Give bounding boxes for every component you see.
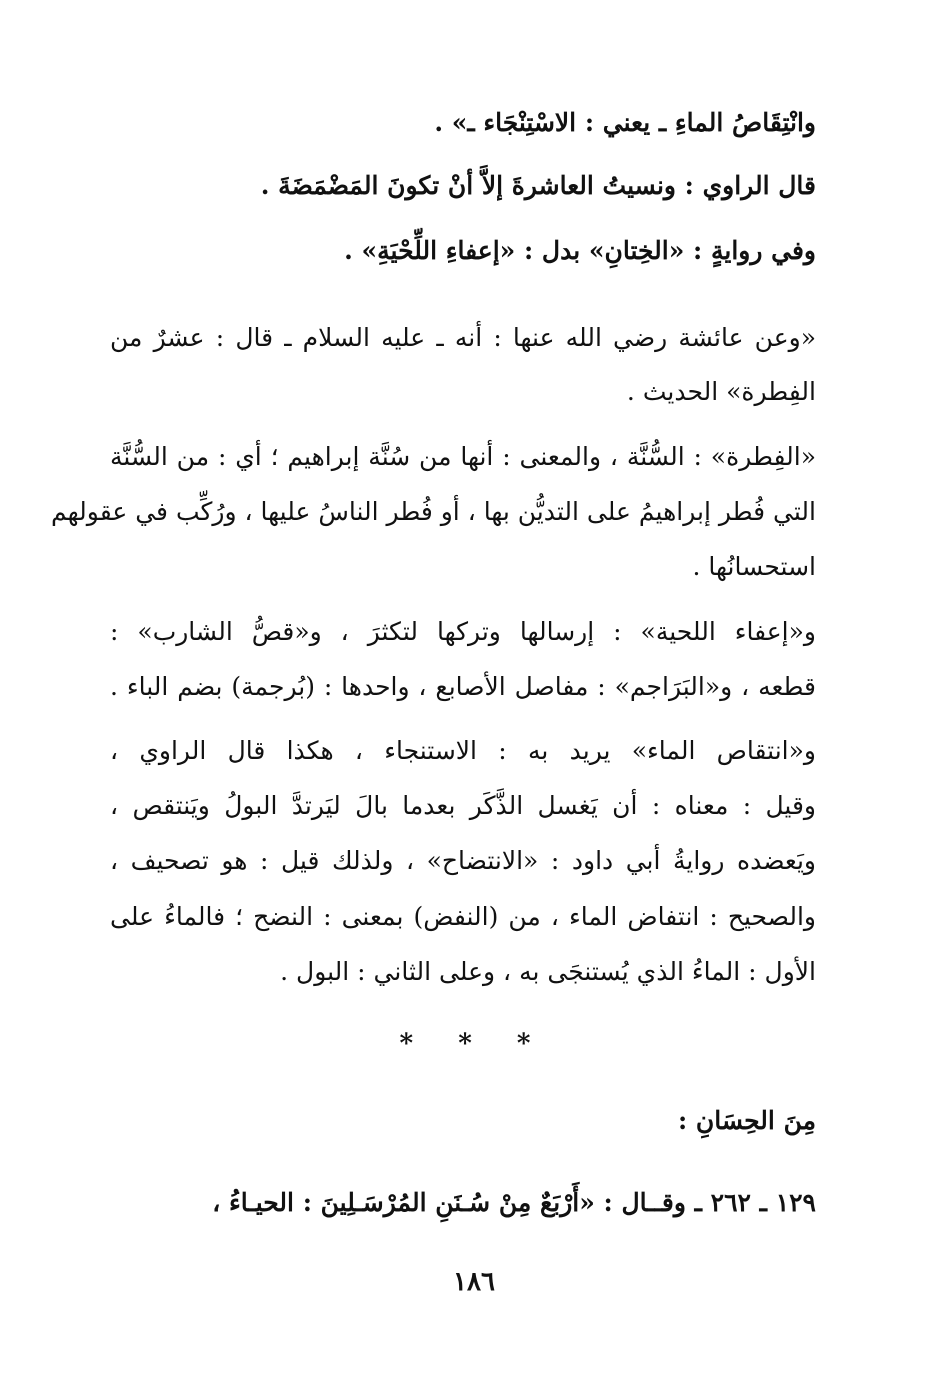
text-line: والصحيح : انتفاض الماء ، من (النفض) بمعنى : النضح ؛ فالماءُ على: [110, 902, 816, 931]
text-line: «الفِطرة» : السُّنَّة ، والمعنى : أنها من سُنَّة إبراهيم ؛ أي : من السُّنَّة: [110, 442, 816, 471]
text-line: ويَعضده روايةُ أبي داود : «الانتضاح» ، ولذلك قيل : هو تصحيف ،: [110, 846, 816, 875]
text-line: التي فُطر إبراهيمُ على التديُّن بها ، أو فُطر الناسُ عليها ، ورُكِّب في عقولهم: [51, 497, 816, 526]
text-line: استحسانُها .: [692, 552, 816, 581]
hadith-line: ١٢٩ ـ ٢٦٢ ـ وقــال : «أَرْبَعٌ مِنْ سُـنَنِ المُرْسَـلِينَ : الحيـاءُ ،: [212, 1188, 816, 1217]
section-separator: * * *: [399, 1029, 549, 1059]
text-line: و«انتقاص الماء» يريد به : الاستنجاء ، هكذا قال الراوي ،: [110, 736, 816, 765]
text-line: الفِطرة» الحديث .: [626, 377, 816, 406]
section-heading: مِنَ الحِسَانِ :: [677, 1106, 816, 1135]
page-number: ١٨٦: [453, 1267, 495, 1297]
text-line: وانْتِقَاصُ الماءِ ـ يعني : الاسْتِنْجَاء ـ» .: [434, 108, 816, 137]
text-line: وفي روايةٍ : «الخِتانِ» بدل : «إعفاءِ اللِّحْيَةِ» .: [344, 236, 816, 265]
text-line: الأول : الماءُ الذي يُستنجَى به ، وعلى الثاني : البول .: [280, 957, 816, 986]
text-line: و«إعفاء اللحية» : إرسالها وتركها لتكثرَ ، و«قصُّ الشارب» :: [110, 617, 816, 646]
text-line: وقيل : معناه : أن يَغسل الذَّكَر بعدما بالَ ليَرتدَّ البولُ ويَنتقص ،: [110, 791, 816, 820]
text-line: قال الراوي : ونسيتُ العاشرةَ إلاَّ أنْ تكونَ المَضْمَضَةَ .: [260, 171, 816, 200]
text-line: قطعه ، و«البَرَاجم» : مفاصل الأصابع ، واحدها : (بُرجمة) بضم الباء .: [110, 672, 816, 701]
text-line: «وعن عائشة رضي الله عنها : أنه ـ عليه السلام ـ قال : عشرٌ من: [110, 323, 816, 352]
